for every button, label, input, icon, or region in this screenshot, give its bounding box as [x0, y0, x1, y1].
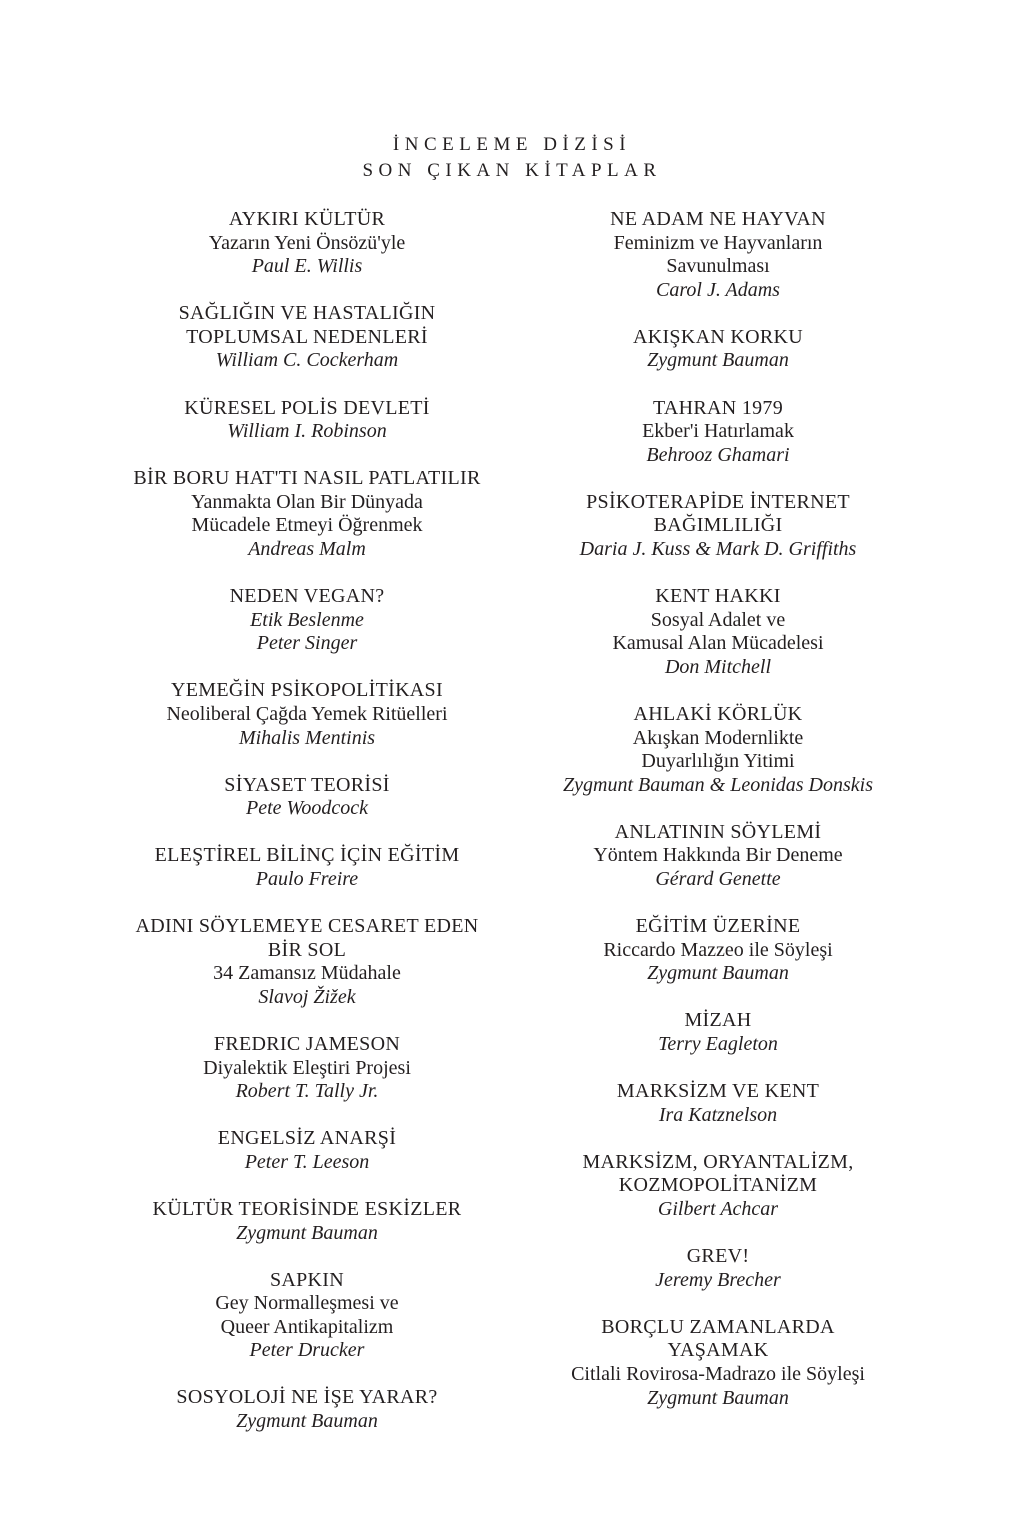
book-title: ANLATININ SÖYLEMİ: [614, 820, 822, 843]
book-title: MARKSİZM, ORYANTALİZM,: [582, 1150, 854, 1173]
book-author: Zygmunt Bauman: [236, 1221, 378, 1244]
book-title: ENGELSİZ ANARŞİ: [217, 1127, 397, 1150]
book-entry: [97, 679, 517, 750]
book-subtitle: Mücadele Etmeyi Öğrenmek: [191, 514, 423, 537]
series-subtitle: SON ÇIKAN KİTAPLAR: [362, 160, 662, 181]
book-title: TOPLUMSAL NEDENLERİ: [186, 325, 428, 348]
book-title: TAHRAN 1979: [652, 396, 784, 419]
book-author: Ira Katznelson: [658, 1103, 778, 1126]
book-title: YEMEĞİN PSİKOPOLİTİKASI: [171, 679, 443, 702]
book-title: PSİKOTERAPİDE İNTERNET: [586, 490, 850, 513]
book-subtitle: Ekber'i Hatırlamak: [642, 420, 794, 443]
book-subtitle: Queer Antikapitalizm: [220, 1315, 394, 1338]
book-author: Paulo Freire: [255, 867, 359, 890]
book-author: Zygmunt Bauman: [236, 1410, 378, 1433]
book-title: SİYASET TEORİSİ: [224, 773, 390, 796]
book-entry: [97, 1127, 517, 1174]
book-entry: [97, 1033, 517, 1104]
book-title: BİR BORU HAT'TI NASIL PATLATILIR: [133, 467, 481, 490]
book-entry: [508, 585, 928, 679]
book-title: KÜRESEL POLİS DEVLETİ: [184, 396, 430, 419]
book-entry: [508, 915, 928, 986]
book-title: YAŞAMAK: [667, 1339, 769, 1362]
book-author: Zygmunt Bauman: [647, 1386, 789, 1409]
book-author: William C. Cockerham: [215, 349, 399, 372]
book-author: Daria J. Kuss & Mark D. Griffiths: [579, 538, 857, 561]
book-subtitle: Yanmakta Olan Bir Dünyada: [191, 490, 423, 513]
book-subtitle: Yöntem Hakkında Bir Deneme: [593, 844, 843, 867]
book-subtitle: Kamusal Alan Mücadelesi: [612, 632, 824, 655]
book-subtitle: Duyarlılığın Yitimi: [641, 750, 795, 773]
series-title: İNCELEME DİZİSİ: [392, 134, 632, 155]
book-title: SAPKIN: [269, 1268, 345, 1291]
book-title: SAĞLIĞIN VE HASTALIĞIN: [178, 302, 436, 325]
book-entry: [508, 1316, 928, 1410]
book-title: KENT HAKKI: [655, 585, 781, 608]
book-entry: [97, 208, 517, 279]
book-title: ADINI SÖYLEMEYE CESARET EDEN: [135, 915, 479, 938]
book-author: Peter Singer: [256, 632, 358, 655]
book-entry: [508, 1245, 928, 1292]
book-author: Peter T. Leeson: [244, 1150, 370, 1173]
book-title: EĞİTİM ÜZERİNE: [635, 915, 801, 938]
book-title: SOSYOLOJİ NE İŞE YARAR?: [176, 1386, 438, 1409]
book-author: William I. Robinson: [227, 420, 387, 443]
page-header: [0, 132, 1024, 184]
book-title: GREV!: [686, 1245, 750, 1268]
book-entry: [508, 208, 928, 302]
book-author: Gérard Genette: [655, 868, 781, 891]
book-author: Zygmunt Bauman: [647, 349, 789, 372]
book-entry: [508, 1080, 928, 1127]
book-title: NEDEN VEGAN?: [229, 585, 385, 608]
book-subtitle: Riccardo Mazzeo ile Söyleşi: [603, 938, 833, 961]
book-subtitle: Sosyal Adalet ve: [650, 608, 786, 631]
book-subtitle: Citlali Rovirosa-Madrazo ile Söyleşi: [571, 1362, 865, 1385]
book-author: Behrooz Ghamari: [646, 443, 790, 466]
book-title: KOZMOPOLİTANİZM: [618, 1174, 818, 1197]
book-author: Mihalis Mentinis: [238, 726, 376, 749]
book-title: MARKSİZM VE KENT: [616, 1080, 820, 1103]
book-entry: [508, 326, 928, 373]
book-subtitle: Yazarın Yeni Önsözü'yle: [208, 231, 406, 254]
right-book-column: [508, 208, 928, 1434]
book-entry: [508, 821, 928, 892]
book-subtitle: Feminizm ve Hayvanların: [613, 231, 823, 254]
book-entry: [97, 397, 517, 444]
book-entry: [97, 1269, 517, 1363]
book-title: MİZAH: [684, 1009, 752, 1032]
book-subtitle: Etik Beslenme: [250, 608, 364, 631]
book-title: BORÇLU ZAMANLARDA: [601, 1315, 835, 1338]
book-author: Gilbert Achcar: [657, 1198, 779, 1220]
book-subtitle: Diyalektik Eleştiri Projesi: [203, 1056, 411, 1079]
book-subtitle: Gey Normalleşmesi ve: [215, 1292, 399, 1315]
book-title: BAĞIMLILIĞI: [653, 514, 783, 537]
book-entry: [97, 302, 517, 373]
book-author: Andreas Malm: [248, 538, 366, 561]
book-author: Don Mitchell: [664, 655, 772, 678]
book-author: Pete Woodcock: [246, 797, 368, 820]
book-subtitle: Neoliberal Çağda Yemek Ritüelleri: [166, 703, 448, 725]
book-title: AKIŞKAN KORKU: [632, 325, 803, 348]
book-entry: [97, 1386, 517, 1433]
book-entry: [97, 915, 517, 1009]
book-author: Zygmunt Bauman & Leonidas Donskis: [563, 773, 873, 796]
book-title: AYKIRI KÜLTÜR: [228, 208, 386, 230]
book-subtitle: Akışkan Modernlikte: [632, 726, 804, 749]
book-entry: [97, 467, 517, 561]
book-author: Robert T. Tally Jr.: [235, 1080, 379, 1103]
book-entry: [508, 1151, 928, 1222]
book-entry: [97, 1198, 517, 1245]
book-subtitle: 34 Zamansız Müdahale: [213, 962, 401, 985]
book-entry: [508, 1009, 928, 1056]
book-author: Terry Eagleton: [658, 1033, 778, 1056]
book-entry: [508, 703, 928, 797]
book-entry: [97, 844, 517, 891]
book-title: FREDRIC JAMESON: [213, 1032, 401, 1055]
book-title: AHLAKİ KÖRLÜK: [633, 703, 803, 725]
book-title: BİR SOL: [267, 938, 347, 961]
book-author: Jeremy Brecher: [655, 1268, 781, 1291]
left-book-column: [97, 208, 517, 1457]
book-author: Slavoj Žižek: [258, 985, 356, 1008]
book-author: Carol J. Adams: [656, 278, 780, 301]
book-title: KÜLTÜR TEORİSİNDE ESKİZLER: [152, 1197, 462, 1220]
book-entry: [508, 397, 928, 468]
book-entry: [508, 491, 928, 562]
book-entry: [97, 774, 517, 821]
book-title: ELEŞTİREL BİLİNÇ İÇİN EĞİTİM: [154, 844, 460, 867]
book-entry: [97, 585, 517, 656]
book-subtitle: Savunulması: [666, 255, 770, 278]
book-author: Peter Drucker: [249, 1339, 365, 1362]
book-title: NE ADAM NE HAYVAN: [610, 208, 826, 230]
book-author: Paul E. Willis: [251, 255, 363, 278]
book-author: Zygmunt Bauman: [647, 962, 789, 985]
